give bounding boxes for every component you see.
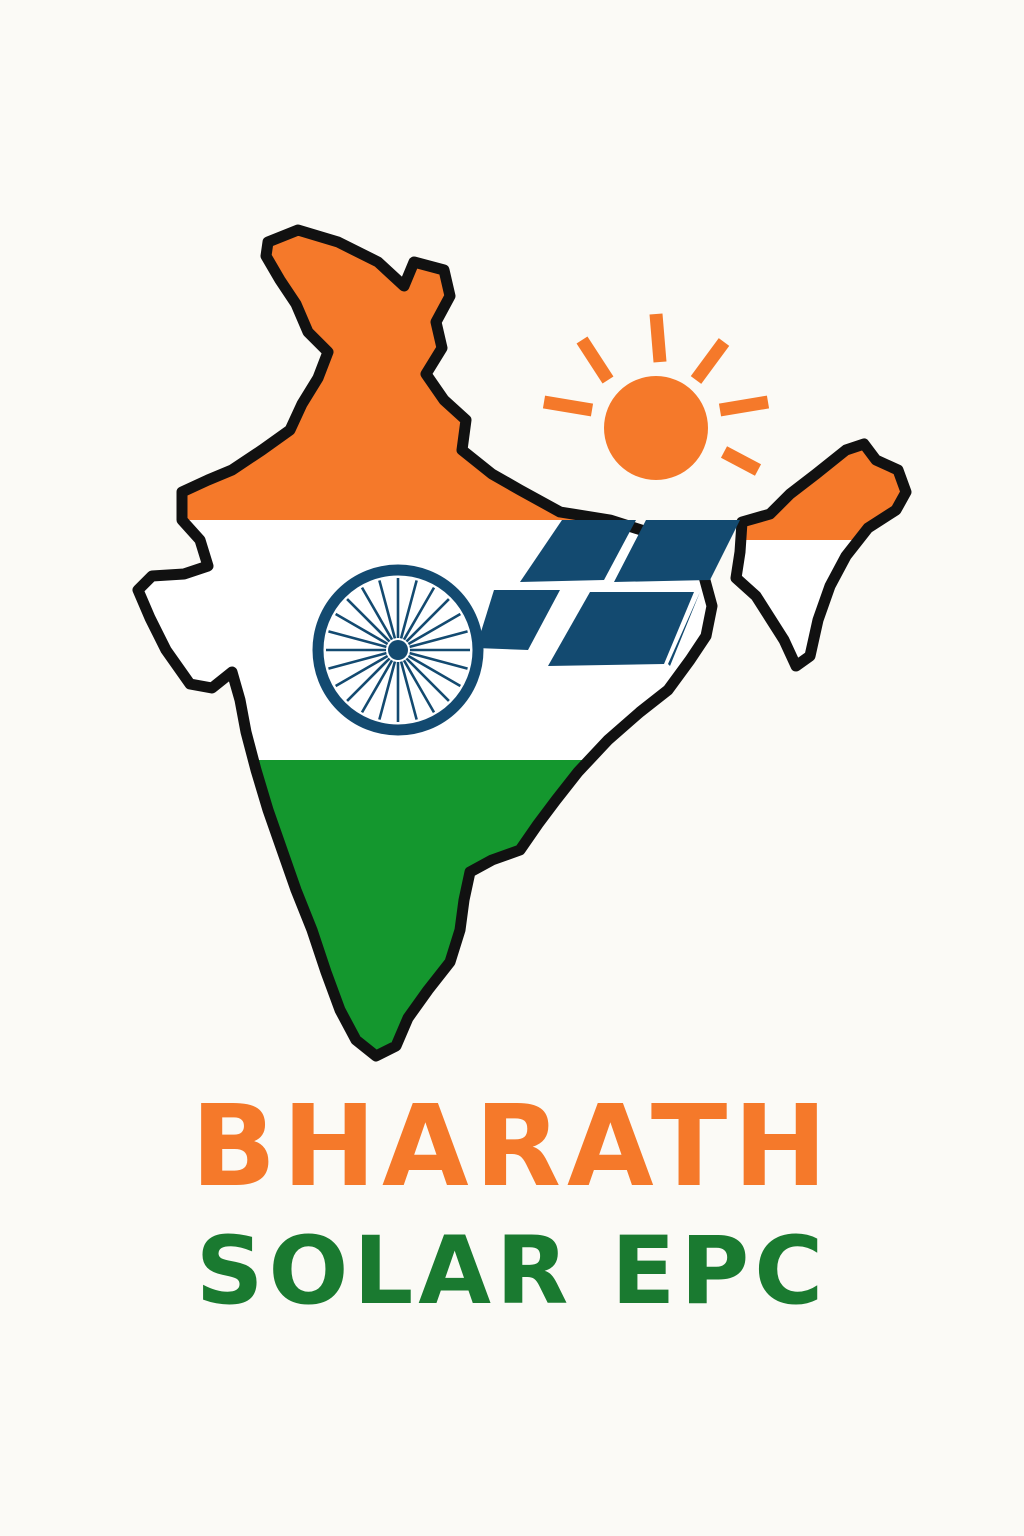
- ashoka-chakra-icon: [318, 570, 478, 730]
- brand-name-line2: SOLAR EPC: [195, 1217, 829, 1326]
- sun-icon: [544, 314, 768, 480]
- brand-name-line1: BHARATH: [190, 1082, 834, 1212]
